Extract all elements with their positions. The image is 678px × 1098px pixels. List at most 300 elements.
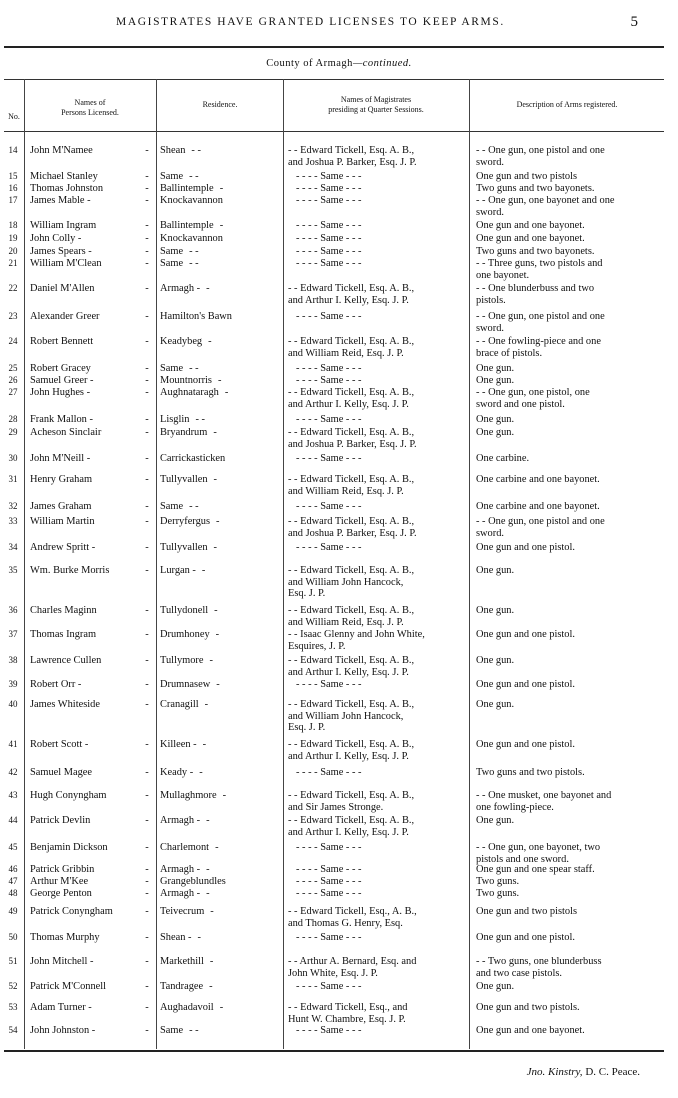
- magistrates: [288, 336, 466, 359]
- name-leader: -: [145, 629, 149, 640]
- residence: [160, 605, 280, 617]
- arms-description: [476, 888, 660, 900]
- name-leader: -: [145, 864, 149, 875]
- residence: [160, 183, 280, 195]
- arms-description: [476, 427, 660, 439]
- row-number: 14: [8, 145, 18, 155]
- residence: [160, 258, 280, 270]
- residence-leader: - -: [189, 258, 199, 269]
- arms-description: [476, 815, 660, 827]
- arms-description: [476, 283, 660, 306]
- magistrates-line: - - - - Same - - -: [296, 183, 362, 194]
- person-name: Wm. Burke Morris: [30, 565, 110, 576]
- arms-line: one fowling-piece.: [476, 801, 554, 813]
- magistrates: [288, 842, 466, 854]
- row-number: 33: [8, 516, 18, 526]
- residence-leader: - -: [189, 501, 199, 512]
- residence-leader: -: [202, 739, 207, 750]
- magistrates-line: - - Edward Tickell, Esq. A. B.,: [288, 815, 415, 826]
- residence-leader: -: [214, 605, 218, 616]
- residence: [160, 767, 280, 779]
- residence: [160, 876, 280, 888]
- header-names-line1: Names of: [74, 98, 106, 107]
- arms-line: One carbine.: [476, 453, 530, 464]
- arms-description: [476, 876, 660, 888]
- header-magistrates: [285, 95, 467, 115]
- magistrates-line: and William Reid, Esq. J. P.: [288, 485, 404, 497]
- row-number: 43: [8, 790, 18, 800]
- person-name: George Penton: [30, 888, 92, 899]
- row-number: 26: [8, 375, 18, 385]
- arms-description: [476, 1002, 660, 1014]
- name-leader: -: [145, 363, 149, 374]
- arms-description: [476, 220, 660, 232]
- name-leader: -: [145, 565, 149, 576]
- residence: [160, 815, 280, 827]
- arms-line: - - One gun, one bayonet and one: [476, 195, 615, 206]
- table-header-rule: [4, 131, 664, 132]
- arms-line: One gun.: [476, 363, 515, 374]
- name-leader: -: [145, 258, 149, 269]
- arms-line: One gun.: [476, 981, 515, 992]
- row-number: 30: [8, 453, 18, 463]
- column-divider: [156, 79, 157, 1049]
- arms-description: [476, 906, 660, 918]
- arms-line: - - One musket, one bayonet and: [476, 790, 612, 801]
- magistrates-line: - - - - Same - - -: [296, 767, 362, 778]
- magistrates: [288, 679, 466, 691]
- person-name: Patrick Devlin: [30, 815, 91, 826]
- magistrates: [288, 516, 466, 539]
- row-number: 39: [8, 679, 18, 689]
- name-leader: -: [145, 414, 149, 425]
- magistrates-line: - - - - Same - - -: [296, 195, 362, 206]
- residence-name: Cranagill: [160, 699, 199, 710]
- magistrates: [288, 888, 466, 900]
- residence-leader: -: [208, 336, 212, 347]
- arms-line: One gun and two pistols: [476, 171, 578, 182]
- arms-description: [476, 171, 660, 183]
- header-magistrates-line2: presiding at Quarter Sessions.: [328, 105, 424, 114]
- residence-leader: -: [197, 932, 201, 943]
- person-name: Alexander Greer: [30, 311, 100, 322]
- arms-line: One gun and one pistol.: [476, 932, 575, 943]
- residence: [160, 246, 280, 258]
- arms-line: One gun and one spear staff.: [476, 864, 595, 875]
- arms-line: - - One fowling-piece and one: [476, 336, 601, 347]
- residence: [160, 516, 280, 528]
- person-name: Henry Graham: [30, 474, 93, 485]
- name-leader: -: [145, 790, 149, 801]
- residence-leader: -: [216, 679, 220, 690]
- residence: [160, 790, 280, 802]
- residence-name: Armagh -: [160, 283, 201, 294]
- residence: [160, 311, 280, 323]
- arms-line: - - One blunderbuss and two: [476, 283, 595, 294]
- residence: [160, 906, 280, 918]
- arms-description: [476, 655, 660, 667]
- header-no: No.: [8, 112, 20, 121]
- residence-leader: -: [213, 474, 218, 485]
- row-number: 15: [8, 171, 18, 181]
- row-number: 24: [8, 336, 18, 346]
- arms-description: [476, 258, 660, 281]
- residence-leader: - -: [191, 145, 201, 156]
- name-leader: -: [145, 375, 149, 386]
- arms-description: [476, 542, 660, 554]
- row-number: 49: [8, 906, 18, 916]
- residence-name: Knockavannon: [160, 195, 223, 206]
- residence-leader: -: [206, 888, 210, 899]
- arms-description: [476, 501, 660, 513]
- residence-name: Tullyvallen: [160, 542, 208, 553]
- residence: [160, 414, 280, 426]
- magistrates-line: and William Reid, Esq. J. P.: [288, 616, 404, 628]
- residence-name: Mountnorris: [160, 375, 212, 386]
- residence-leader: -: [219, 1002, 224, 1013]
- residence-leader: - -: [189, 246, 199, 257]
- county-continued: —continued.: [352, 58, 412, 69]
- magistrates: [288, 427, 466, 450]
- arms-description: [476, 145, 660, 168]
- magistrates-line: - - Edward Tickell, Esq. A. B.,: [288, 565, 415, 576]
- arms-description: [476, 739, 660, 751]
- magistrates: [288, 864, 466, 876]
- person-name: Thomas Murphy: [30, 932, 100, 943]
- magistrates-line: - - Edward Tickell, Esq. A. B.,: [288, 739, 415, 750]
- row-number: 51: [8, 956, 18, 966]
- residence-leader: -: [216, 516, 220, 527]
- arms-line: One gun.: [476, 605, 515, 616]
- magistrates-line: - - Edward Tickell, Esq. A. B.,: [288, 474, 415, 485]
- arms-line: One gun.: [476, 375, 515, 386]
- row-number: 50: [8, 932, 18, 942]
- arms-description: [476, 474, 660, 486]
- residence-leader: - -: [189, 171, 199, 182]
- magistrates: [288, 876, 466, 888]
- magistrates: [288, 932, 466, 944]
- arms-line: one bayonet.: [476, 269, 530, 281]
- residence-name: Same: [160, 258, 184, 269]
- person-name: Adam Turner -: [30, 1002, 92, 1013]
- name-leader: -: [145, 888, 149, 899]
- arms-description: [476, 629, 660, 641]
- header-names: [26, 98, 154, 118]
- magistrates-line: - - - - Same - - -: [296, 864, 362, 875]
- magistrates-line: - - Edward Tickell, Esq. A. B.,: [288, 699, 415, 710]
- row-number: 42: [8, 767, 18, 777]
- magistrates-line: - - - - Same - - -: [296, 414, 362, 425]
- arms-line: One gun and one bayonet.: [476, 1025, 585, 1036]
- magistrates: [288, 906, 466, 929]
- county-heading: [0, 58, 678, 69]
- row-number: 38: [8, 655, 18, 665]
- table-top-rule: [4, 79, 664, 80]
- person-name: Charles Maginn: [30, 605, 97, 616]
- row-number: 16: [8, 183, 18, 193]
- arms-line: - - One gun, one pistol and one: [476, 516, 605, 527]
- magistrates-line: - - Edward Tickell, Esq. A. B.,: [288, 516, 415, 527]
- arms-description: [476, 453, 660, 465]
- residence: [160, 387, 280, 399]
- magistrates: [288, 311, 466, 323]
- residence-name: Shean -: [160, 932, 192, 943]
- arms-line: sword.: [476, 206, 504, 218]
- magistrates: [288, 233, 466, 245]
- residence-name: Aughnataragh: [160, 387, 219, 398]
- residence-name: Aughadavoil: [160, 1002, 214, 1013]
- arms-description: [476, 363, 660, 375]
- arms-description: [476, 864, 660, 876]
- residence: [160, 655, 280, 667]
- arms-line: - - One gun, one pistol and one: [476, 311, 605, 322]
- residence-leader: -: [213, 542, 218, 553]
- magistrates-line: and Joshua P. Barker, Esq. J. P.: [288, 527, 417, 539]
- magistrates: [288, 171, 466, 183]
- signature: [527, 1066, 640, 1078]
- arms-line: brace of pistols.: [476, 347, 543, 359]
- name-leader: -: [145, 906, 149, 917]
- name-leader: -: [145, 876, 149, 887]
- header-names-line2: Persons Licensed.: [61, 108, 119, 117]
- magistrates: [288, 981, 466, 993]
- magistrates: [288, 739, 466, 762]
- magistrates: [288, 956, 466, 979]
- magistrates-line: - - - - Same - - -: [296, 932, 362, 943]
- magistrates: [288, 387, 466, 410]
- arms-description: [476, 516, 660, 539]
- residence-leader: -: [224, 387, 229, 398]
- person-name: James Spears -: [30, 246, 92, 257]
- arms-description: [476, 1025, 660, 1037]
- person-name: Benjamin Dickson: [30, 842, 108, 853]
- row-number: 34: [8, 542, 18, 552]
- residence-name: Same: [160, 1025, 184, 1036]
- magistrates: [288, 145, 466, 168]
- name-leader: -: [145, 842, 149, 853]
- magistrates-line: and Joshua P. Barker, Esq. J. P.: [288, 156, 417, 168]
- name-leader: -: [145, 679, 149, 690]
- arms-line: - - One gun, one pistol, one: [476, 387, 590, 398]
- arms-line: One gun and one pistol.: [476, 542, 575, 553]
- magistrates: [288, 453, 466, 465]
- residence-leader: -: [222, 790, 227, 801]
- row-number: 23: [8, 311, 18, 321]
- residence: [160, 363, 280, 375]
- arms-line: One gun and one pistol.: [476, 739, 575, 750]
- residence-leader: -: [209, 655, 213, 666]
- residence-leader: -: [215, 629, 220, 640]
- residence-leader: -: [219, 183, 224, 194]
- residence-leader: -: [201, 565, 206, 576]
- residence: [160, 501, 280, 513]
- magistrates-line: Esquires, J. P.: [288, 640, 346, 652]
- row-number: 19: [8, 233, 18, 243]
- residence-leader: -: [217, 375, 222, 386]
- residence-leader: -: [213, 427, 217, 438]
- residence: [160, 888, 280, 900]
- magistrates-line: - - - - Same - - -: [296, 453, 362, 464]
- header-residence: Residence.: [202, 100, 238, 109]
- name-leader: -: [145, 699, 149, 710]
- bottom-rule: [4, 1050, 664, 1052]
- name-leader: -: [145, 387, 149, 398]
- residence: [160, 375, 280, 387]
- name-leader: -: [145, 427, 149, 438]
- person-name: Andrew Spritt -: [30, 542, 96, 553]
- magistrates: [288, 605, 466, 628]
- arms-line: sword and one pistol.: [476, 398, 565, 410]
- residence-leader: -: [206, 283, 210, 294]
- arms-description: [476, 183, 660, 195]
- arms-line: - - Two guns, one blunderbuss: [476, 956, 602, 967]
- arms-line: One gun.: [476, 565, 515, 576]
- name-leader: -: [145, 474, 149, 485]
- arms-line: sword.: [476, 322, 504, 334]
- residence: [160, 427, 280, 439]
- person-name: Patrick Conyngham: [30, 906, 113, 917]
- residence-name: Tullyvallen: [160, 474, 208, 485]
- name-leader: -: [145, 815, 149, 826]
- magistrates-line: and William John Hancock,: [288, 576, 404, 588]
- magistrates: [288, 1002, 466, 1025]
- residence: [160, 220, 280, 232]
- name-leader: -: [145, 956, 149, 967]
- arms-line: Two guns.: [476, 888, 520, 899]
- person-name: James Whiteside: [30, 699, 100, 710]
- row-number: 20: [8, 246, 18, 256]
- row-number: 44: [8, 815, 18, 825]
- residence-name: Lurgan -: [160, 565, 196, 576]
- name-leader: -: [145, 932, 149, 943]
- person-name: William Ingram: [30, 220, 97, 231]
- magistrates: [288, 565, 466, 600]
- row-number: 29: [8, 427, 18, 437]
- name-leader: -: [145, 542, 149, 553]
- arms-description: [476, 375, 660, 387]
- person-name: Patrick M'Connell: [30, 981, 107, 992]
- person-name: William M'Clean: [30, 258, 102, 269]
- arms-line: One gun and one bayonet.: [476, 233, 585, 244]
- magistrates-line: and Arthur I. Kelly, Esq. J. P.: [288, 666, 409, 678]
- residence-leader: -: [206, 815, 210, 826]
- row-number: 28: [8, 414, 18, 424]
- magistrates: [288, 246, 466, 258]
- residence-name: Tullymore: [160, 655, 204, 666]
- residence-name: Tandragee: [160, 981, 204, 992]
- person-name: John Johnston -: [30, 1025, 96, 1036]
- row-number: 54: [8, 1025, 18, 1035]
- magistrates-line: and Arthur I. Kelly, Esq. J. P.: [288, 750, 409, 762]
- arms-line: Two guns.: [476, 876, 520, 887]
- name-leader: -: [145, 981, 149, 992]
- row-number: 52: [8, 981, 18, 991]
- magistrates: [288, 195, 466, 207]
- residence: [160, 864, 280, 876]
- person-name: John M'Neill -: [30, 453, 91, 464]
- arms-line: - - Three guns, two pistols and: [476, 258, 603, 269]
- magistrates-line: Esq. J. P.: [288, 722, 326, 733]
- magistrates-line: and Arthur I. Kelly, Esq. J. P.: [288, 826, 409, 838]
- magistrates-line: - - - - Same - - -: [296, 876, 362, 887]
- person-name: John Hughes -: [30, 387, 91, 398]
- residence-leader: -: [210, 906, 214, 917]
- magistrates: [288, 283, 466, 306]
- residence-name: Charlemont: [160, 842, 210, 853]
- residence: [160, 171, 280, 183]
- residence: [160, 739, 280, 751]
- signature-name: Jno. Kinstry,: [526, 1066, 583, 1078]
- residence: [160, 1025, 280, 1037]
- name-leader: -: [145, 311, 149, 322]
- name-leader: -: [145, 516, 149, 527]
- name-leader: -: [145, 145, 149, 156]
- magistrates-line: - - - - Same - - -: [296, 542, 362, 553]
- residence: [160, 981, 280, 993]
- residence-name: Tullydonell: [160, 605, 209, 616]
- residence-name: Armagh -: [160, 888, 201, 899]
- row-number: 53: [8, 1002, 18, 1012]
- person-name: Robert Orr -: [30, 679, 82, 690]
- arms-description: [476, 195, 660, 218]
- arms-description: [476, 842, 660, 865]
- residence: [160, 195, 280, 207]
- arms-line: One gun.: [476, 655, 515, 666]
- magistrates-line: and William Reid, Esq. J. P.: [288, 347, 404, 359]
- arms-line: One gun.: [476, 414, 515, 425]
- magistrates: [288, 414, 466, 426]
- person-name: Robert Bennett: [30, 336, 94, 347]
- person-name: Michael Stanley: [30, 171, 98, 182]
- magistrates-line: - - Edward Tickell, Esq. A. B.,: [288, 336, 415, 347]
- name-leader: -: [145, 183, 149, 194]
- residence: [160, 842, 280, 854]
- name-leader: -: [145, 453, 149, 464]
- magistrates: [288, 375, 466, 387]
- arms-description: [476, 336, 660, 359]
- person-name: Acheson Sinclair: [30, 427, 102, 438]
- magistrates: [288, 767, 466, 779]
- residence: [160, 542, 280, 554]
- arms-line: One carbine and one bayonet.: [476, 474, 600, 485]
- residence-leader: -: [209, 981, 213, 992]
- person-name: William Martin: [30, 516, 95, 527]
- arms-line: sword.: [476, 527, 504, 539]
- residence-name: Keadybeg: [160, 336, 203, 347]
- magistrates-line: - - Edward Tickell, Esq. A. B.,: [288, 145, 415, 156]
- name-leader: -: [145, 220, 149, 231]
- residence: [160, 233, 280, 245]
- arms-description: [476, 679, 660, 691]
- arms-line: Two guns and two bayonets.: [476, 183, 595, 194]
- magistrates-line: - - Edward Tickell, Esq., A. B.,: [288, 906, 417, 917]
- person-name: Robert Gracey: [30, 363, 91, 374]
- magistrates-line: - - - - Same - - -: [296, 375, 362, 386]
- row-number: 47: [8, 876, 18, 886]
- magistrates-line: - - - - Same - - -: [296, 258, 362, 269]
- magistrates: [288, 258, 466, 270]
- page-number: 5: [630, 14, 638, 30]
- residence-name: Same: [160, 246, 184, 257]
- residence-name: Same: [160, 501, 184, 512]
- row-number: 36: [8, 605, 18, 615]
- magistrates-line: - - - - Same - - -: [296, 220, 362, 231]
- arms-line: One gun and one bayonet.: [476, 220, 585, 231]
- residence: [160, 453, 280, 465]
- magistrates-line: - - - - Same - - -: [296, 888, 362, 899]
- arms-line: pistols.: [476, 294, 506, 306]
- row-number: 27: [8, 387, 18, 397]
